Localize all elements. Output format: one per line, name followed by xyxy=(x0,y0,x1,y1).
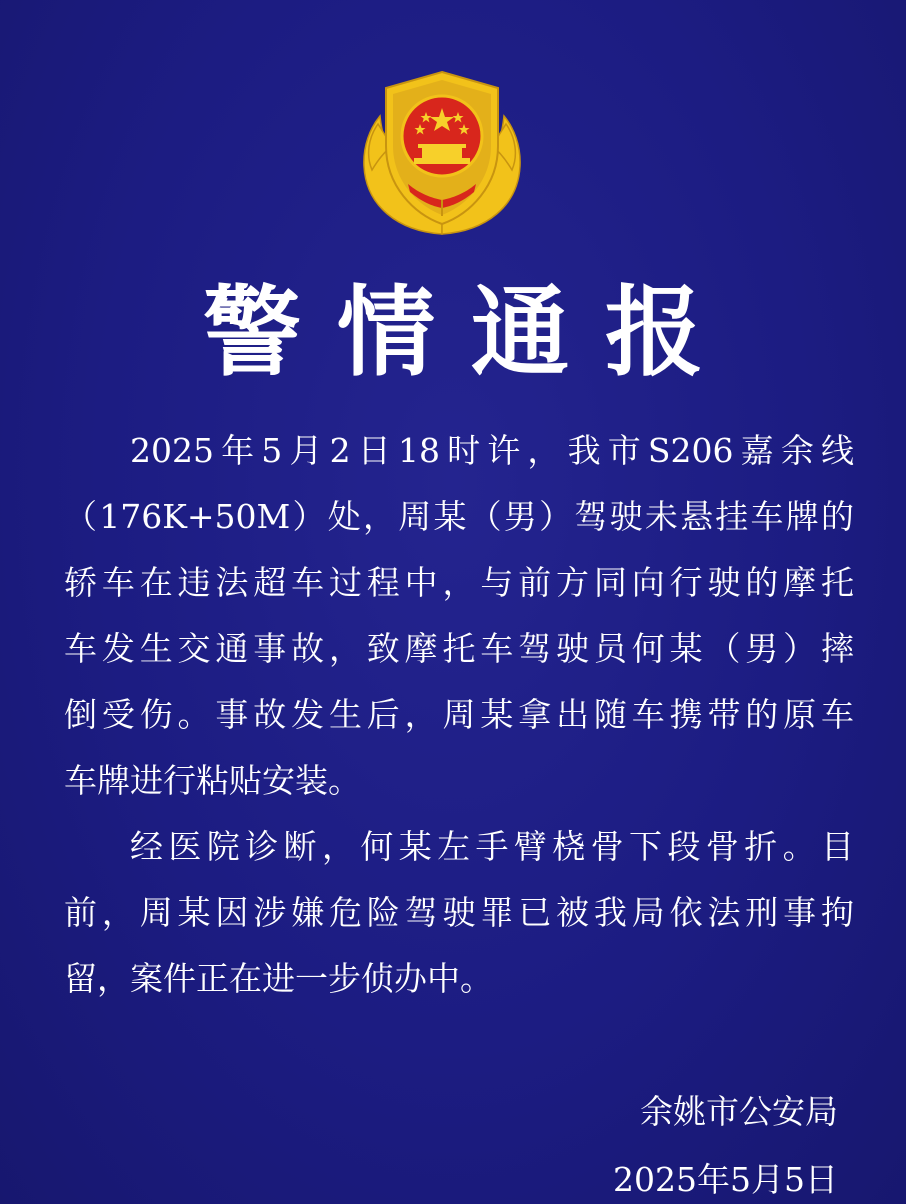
paragraph-1-line: （176K+50M）处，周某（男）驾驶未悬挂车牌的 xyxy=(64,497,854,536)
issuer-name: 余姚市公安局 xyxy=(640,1092,838,1131)
paragraph-1-line: 倒受伤。事故发生后，周某拿出随车携带的原车 xyxy=(64,695,854,734)
paragraph-1-line: 车牌进行粘贴安装。 xyxy=(64,761,361,800)
police-emblem-icon xyxy=(358,66,526,238)
paragraph-2-line: 前，周某因涉嫌危险驾驶罪已被我局依法刑事拘 xyxy=(64,893,854,932)
paragraph-2-line: 经医院诊断，何某左手臂桡骨下段骨折。目 xyxy=(130,827,854,866)
paragraph-1-line: 2025年5月2日18时许，我市S206嘉余线 xyxy=(130,431,854,470)
paragraph-1-line: 车发生交通事故，致摩托车驾驶员何某（男）摔 xyxy=(64,629,854,668)
paragraph-1-line: 轿车在违法超车过程中，与前方同向行驶的摩托 xyxy=(64,563,854,602)
issue-date: 2025年5月5日 xyxy=(613,1160,838,1199)
paragraph-2-line: 留，案件正在进一步侦办中。 xyxy=(64,959,493,998)
notice-body xyxy=(64,418,854,1012)
page-title: 警情通报 xyxy=(202,276,739,390)
